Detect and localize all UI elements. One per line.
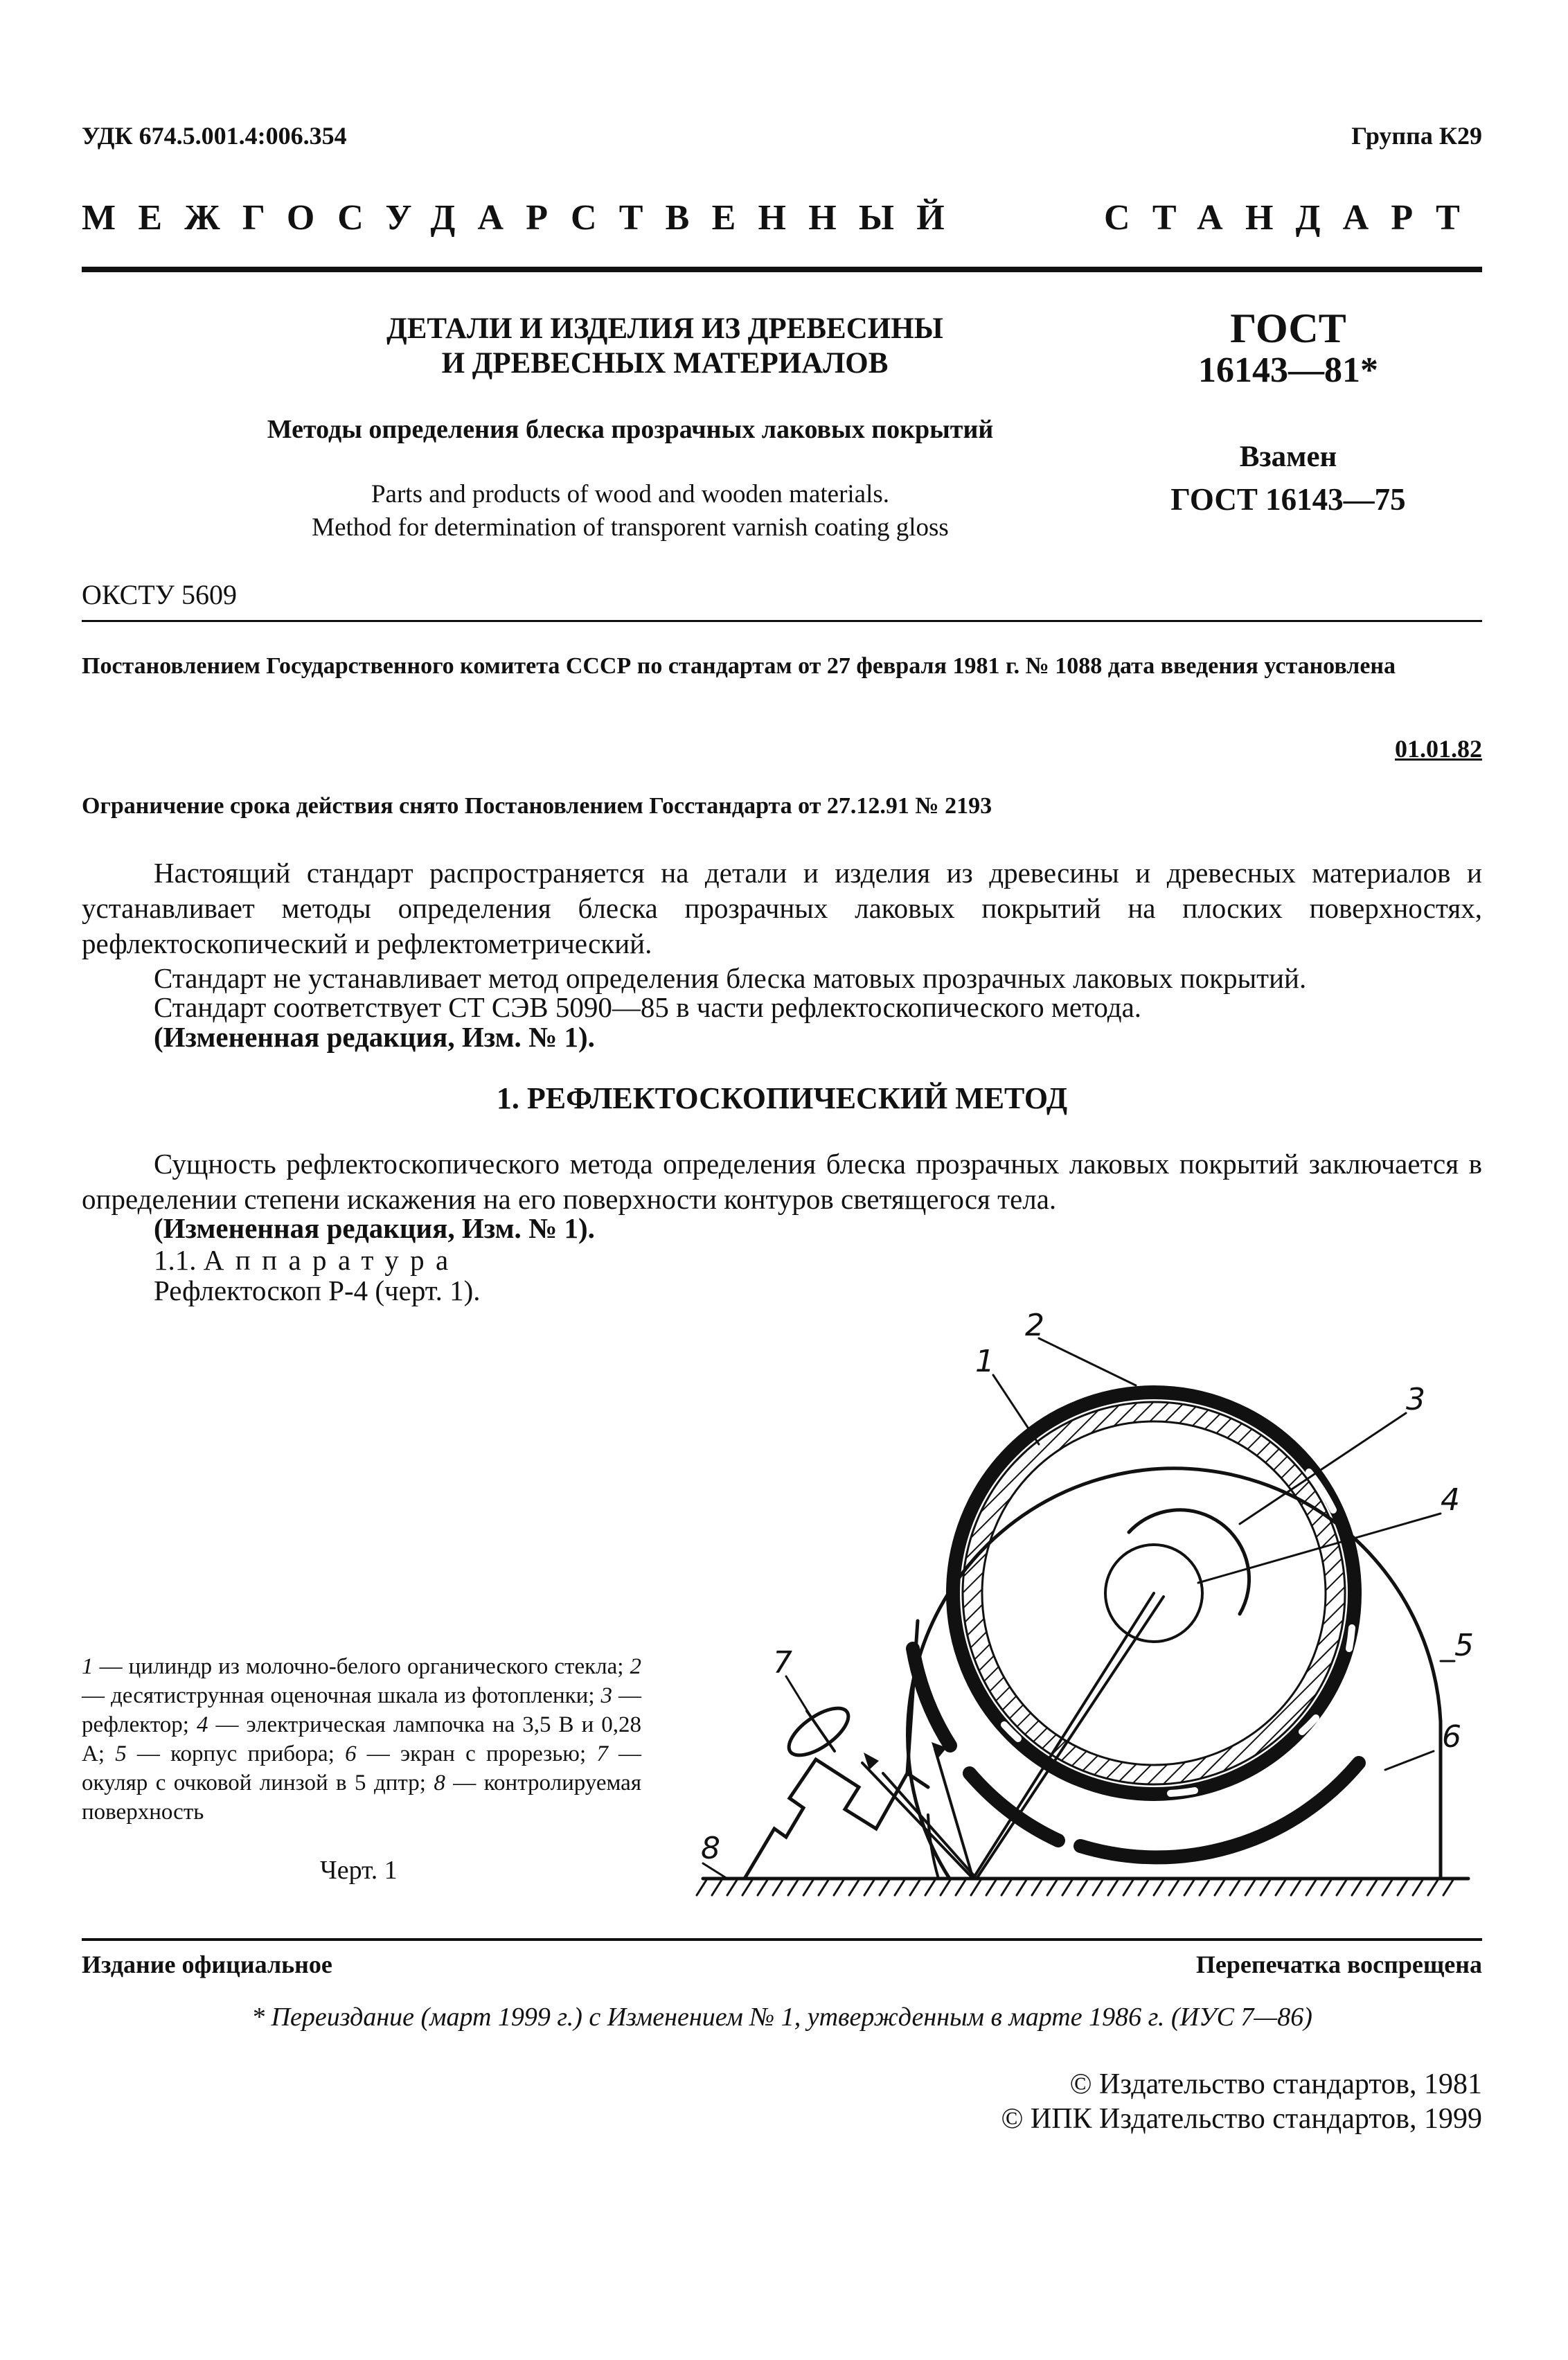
section-amendment: (Измененная редакция, Изм. № 1). bbox=[154, 1212, 595, 1244]
legend-num: 8 bbox=[434, 1771, 445, 1795]
ground-hatch-stroke bbox=[941, 1880, 950, 1895]
legend-text: — контролируемая поверхность bbox=[82, 1771, 641, 1825]
ground-hatch-stroke bbox=[1367, 1880, 1377, 1895]
gost-label: ГОСТ bbox=[1230, 305, 1346, 351]
legend-num: 1 bbox=[82, 1654, 93, 1679]
standard-type: МЕЖГОСУДАРСТВЕННЫЙ СТАНДАРТ bbox=[82, 198, 1482, 238]
ground-hatch-stroke bbox=[1398, 1880, 1407, 1895]
ground-hatch-stroke bbox=[712, 1880, 722, 1895]
restriction-text: Ограничение срока действия снято Постановлением Госстандарта от 27.12.91 № 2193 bbox=[82, 793, 992, 819]
ground-hatch-stroke bbox=[1093, 1880, 1103, 1895]
legend-num: 7 bbox=[596, 1741, 608, 1766]
eyepiece-housing bbox=[745, 1759, 928, 1879]
legend-text: — цилиндр из молочно-белого органического стекла; bbox=[93, 1654, 630, 1679]
ground-hatch-stroke bbox=[925, 1880, 935, 1895]
intro-paragraph-3: Стандарт соответствует СТ СЭВ 5090—85 в части рефлектоскопического метода. bbox=[154, 991, 1142, 1023]
official-edition: Издание официальное bbox=[82, 1951, 332, 1978]
ground-hatch-stroke bbox=[803, 1880, 813, 1895]
label-4: 4 bbox=[1441, 1482, 1460, 1518]
ground-hatch-stroke bbox=[742, 1880, 752, 1895]
ground-hatch-stroke bbox=[1321, 1880, 1331, 1895]
gost-number: 16143—81* bbox=[1198, 351, 1378, 390]
ground-hatch-stroke bbox=[1382, 1880, 1392, 1895]
ground-hatch-stroke bbox=[773, 1880, 783, 1895]
legend-text: — корпус прибора; bbox=[126, 1741, 346, 1766]
ground-hatch-stroke bbox=[788, 1880, 798, 1895]
ground-hatch-stroke bbox=[1215, 1880, 1224, 1895]
legend-text: — электрическая лампочка на 3,5 В и 0,28 А; bbox=[82, 1712, 641, 1766]
intro-paragraph-1: Настоящий стандарт распространяется на детали и изделия из древесины и древесных материалов и устанавливает методы определения блеска прозрачных лаковых покрытий на плоских поверхностях, рефлектоскопический и рефлектометрический. bbox=[82, 857, 1482, 959]
intro-paragraph-2: Стандарт не устанавливает метод определения блеска матовых прозрачных лаковых покрытий. bbox=[154, 962, 1307, 994]
ground-hatch-stroke bbox=[1154, 1880, 1164, 1895]
ground-hatch-stroke bbox=[1047, 1880, 1057, 1895]
ground-hatch-stroke bbox=[1245, 1880, 1255, 1895]
subsection-number: 1.1. bbox=[154, 1244, 197, 1276]
legend-num: 6 bbox=[345, 1741, 357, 1766]
decree-date: 01.01.82 bbox=[1395, 735, 1482, 763]
ground-hatch-stroke bbox=[1428, 1880, 1438, 1895]
ground-hatch-stroke bbox=[1352, 1880, 1362, 1895]
ground-hatch-stroke bbox=[1291, 1880, 1301, 1895]
legend-text: — окуляр с очковой линзой в 5 дптр; bbox=[82, 1741, 642, 1795]
ground-hatch-stroke bbox=[1200, 1880, 1209, 1895]
ground-hatch-stroke bbox=[1108, 1880, 1118, 1895]
subtitle: Методы определения блеска прозрачных лаковых покрытий bbox=[267, 415, 994, 444]
oksty-code: ОКСТУ 5609 bbox=[82, 579, 238, 610]
english-title-2: Method for determination of transporent varnish coating gloss bbox=[312, 513, 949, 542]
group-code: Группа К29 bbox=[1351, 122, 1482, 150]
figure-caption: Черт. 1 bbox=[320, 1856, 398, 1885]
intro-amendment: (Измененная редакция, Изм. № 1). bbox=[154, 1021, 595, 1053]
ground-hatch-stroke bbox=[1230, 1880, 1240, 1895]
legend-text: — десятиструнная оценочная шкала из фотопленки; bbox=[82, 1683, 601, 1708]
legend-num: 3 bbox=[600, 1683, 612, 1708]
decree-text: Постановлением Государственного комитета СССР по стандартам от 27 февраля 1981 г. № 1088 дата введения установлена bbox=[82, 653, 1396, 679]
ground-hatch-stroke bbox=[1062, 1880, 1072, 1895]
ground-hatch-stroke bbox=[1032, 1880, 1042, 1895]
legend-num: 4 bbox=[197, 1712, 208, 1737]
ground-hatch-stroke bbox=[1306, 1880, 1316, 1895]
ground-hatch-stroke bbox=[956, 1880, 965, 1895]
section-heading: 1. РЕФЛЕКТОСКОПИЧЕСКИЙ МЕТОД bbox=[496, 1081, 1068, 1115]
ground-hatch-stroke bbox=[910, 1880, 920, 1895]
ground-hatch-stroke bbox=[1443, 1880, 1453, 1895]
label-7: 7 bbox=[773, 1645, 792, 1680]
ground-hatch-stroke bbox=[971, 1880, 981, 1895]
ground-hatch-stroke bbox=[880, 1880, 889, 1895]
replaces-label: Взамен bbox=[1239, 441, 1337, 473]
legend-text: — рефлектор; bbox=[82, 1683, 642, 1737]
ground-hatch-stroke bbox=[1078, 1880, 1087, 1895]
section-paragraph-1: Сущность рефлектоскопического метода определения блеска прозрачных лаковых покрытий заключается в определении степени искажения на его поверхности контуров светящегося тела. bbox=[82, 1148, 1482, 1215]
ground-hatch-stroke bbox=[727, 1880, 737, 1895]
label-1: 1 bbox=[975, 1344, 995, 1379]
ground-hatch-stroke bbox=[1017, 1880, 1026, 1895]
ground-hatch-stroke bbox=[758, 1880, 767, 1895]
ground-hatch-stroke bbox=[895, 1880, 905, 1895]
replaces-number: ГОСТ 16143—75 bbox=[1170, 482, 1406, 517]
udk-code: УДК 674.5.001.4:006.354 bbox=[82, 122, 347, 150]
section-paragraph-2: Рефлектоскоп Р-4 (черт. 1). bbox=[154, 1275, 481, 1306]
label-2: 2 bbox=[1025, 1308, 1044, 1343]
footer-rule bbox=[82, 1938, 1482, 1941]
label-3: 3 bbox=[1406, 1382, 1425, 1417]
ground-hatch-stroke bbox=[1184, 1880, 1194, 1895]
copyright-1999: © ИПК Издательство стандартов, 1999 bbox=[1001, 2103, 1482, 2135]
ground-hatch-stroke bbox=[1260, 1880, 1270, 1895]
label-8: 8 bbox=[701, 1831, 720, 1866]
ground-surface bbox=[697, 1879, 1468, 1895]
copyright-1981: © Издательство стандартов, 1981 bbox=[1069, 2068, 1482, 2100]
subsection-name: Аппаратура bbox=[203, 1244, 460, 1276]
eyepiece-lens bbox=[781, 1699, 855, 1764]
english-title-1: Parts and products of wood and wooden materials. bbox=[371, 480, 890, 508]
ground-hatch-stroke bbox=[1337, 1880, 1346, 1895]
label-6: 6 bbox=[1442, 1719, 1461, 1755]
reflector bbox=[1129, 1510, 1249, 1614]
ground-hatch-stroke bbox=[1276, 1880, 1285, 1895]
ground-hatch-stroke bbox=[1413, 1880, 1423, 1895]
ground-hatch-stroke bbox=[1169, 1880, 1179, 1895]
reprint-prohibited: Перепечатка воспрещена bbox=[1195, 1951, 1482, 1978]
ground-hatch-stroke bbox=[864, 1880, 874, 1895]
ground-hatch-stroke bbox=[1001, 1880, 1011, 1895]
ground-hatch-stroke bbox=[1123, 1880, 1133, 1895]
ground-hatch-stroke bbox=[1139, 1880, 1148, 1895]
ground-hatch-stroke bbox=[986, 1880, 996, 1895]
ground-hatch-stroke bbox=[697, 1880, 706, 1895]
ground-hatch-stroke bbox=[834, 1880, 844, 1895]
label-5: 5 bbox=[1454, 1628, 1474, 1663]
title-line-1: ДЕТАЛИ И ИЗДЕЛИЯ ИЗ ДРЕВЕСИНЫ bbox=[386, 312, 943, 345]
title-line-2: И ДРЕВЕСНЫХ МАТЕРИАЛОВ bbox=[441, 347, 889, 380]
legend-num: 5 bbox=[115, 1741, 127, 1766]
ground-hatch-stroke bbox=[849, 1880, 859, 1895]
legend-num: 2 bbox=[630, 1654, 641, 1679]
ground-hatch-stroke bbox=[819, 1880, 828, 1895]
reissue-note: * Переиздание (март 1999 г.) с Изменением № 1, утвержденным в марте 1986 г. (ИУС 7—86) bbox=[251, 2003, 1312, 2032]
legend-text: — экран с прорезью; bbox=[356, 1741, 597, 1766]
